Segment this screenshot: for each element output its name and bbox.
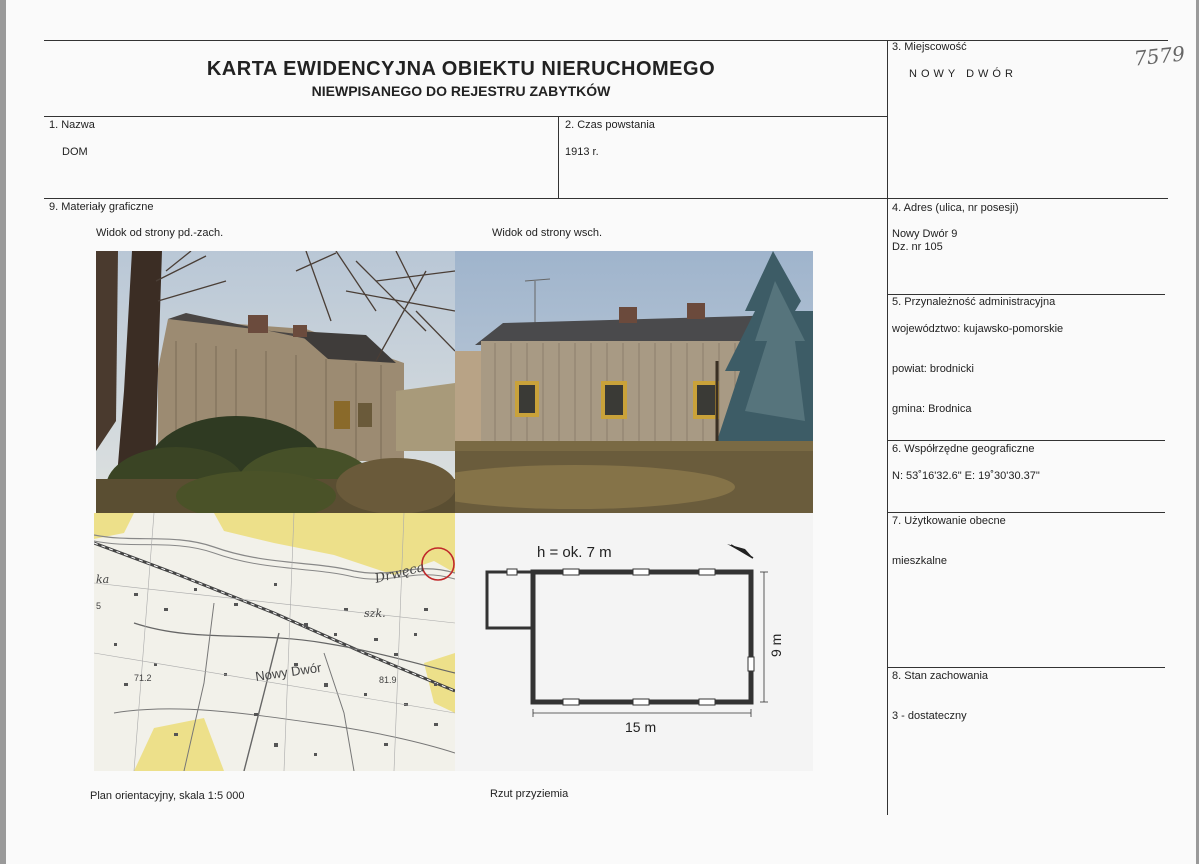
rule-right-column (887, 40, 888, 815)
card-title: KARTA EWIDENCYJNA OBIEKTU NIERUCHOMEGO (206, 58, 716, 80)
coords-label: 6. Współrzędne geograficzne (892, 443, 1035, 455)
record-card (6, 0, 1196, 864)
admin-label: 5. Przynależność administracyjna (892, 296, 1056, 308)
caption-map: Plan orientacyjny, skala 1:5 000 (90, 790, 245, 802)
rule-name-date-divider (558, 116, 559, 198)
condition-value: 3 - dostateczny (892, 710, 967, 722)
map-label-5: 5 (96, 601, 102, 611)
coords-value: N: 53˚16'32.6" E: 19˚30'30.37" (892, 470, 1040, 482)
map-elevation-1: 81.9 (379, 675, 397, 685)
photo-southwest-view (96, 251, 455, 513)
admin-voivodeship: województwo: kujawsko-pomorskie (892, 323, 1064, 335)
rule-top (44, 40, 1168, 41)
plan-depth-dim: 9 m (768, 633, 784, 657)
address-label: 4. Adres (ulica, nr posesji) (892, 202, 1019, 214)
address-line1: Nowy Dwór 9 (892, 228, 958, 240)
place-label: 3. Miejscowość (892, 41, 967, 53)
rule-after-use (887, 667, 1165, 668)
rule-after-coords (887, 512, 1165, 513)
use-value: mieszkalne (892, 555, 948, 567)
caption-photo-left: Widok od strony pd.-zach. (96, 227, 224, 239)
map-label-ka: ka (96, 573, 110, 586)
map-elevation-2: 71.2 (134, 673, 152, 683)
ground-floor-plan (455, 513, 813, 771)
date-value: 1913 r. (565, 146, 599, 158)
map-town-label: Nowy Dwór (254, 659, 323, 684)
caption-photo-right: Widok od strony wsch. (492, 227, 603, 239)
caption-plan: Rzut przyziemia (490, 788, 569, 800)
rule-after-admin (887, 440, 1165, 441)
plan-height-note: h = ok. 7 m (537, 544, 612, 561)
rule-after-address (887, 294, 1165, 295)
map-label-szk: szk. (364, 607, 386, 620)
condition-label: 8. Stan zachowania (892, 670, 989, 682)
name-label: 1. Nazwa (49, 119, 95, 131)
graphics-label: 9. Materiały graficzne (49, 201, 154, 213)
name-value: DOM (62, 146, 88, 158)
admin-county: powiat: brodnicki (892, 363, 974, 375)
plan-width-dim: 15 m (625, 719, 657, 735)
date-label: 2. Czas powstania (565, 119, 655, 131)
handwritten-number: 7579 (1132, 41, 1187, 71)
rule-row2-bottom (44, 198, 1168, 199)
place-value: NOWY DWÓR (909, 68, 1017, 80)
orientation-map (94, 513, 455, 771)
address-line2: Dz. nr 105 (892, 241, 943, 253)
card-subtitle: NIEWPISANEGO DO REJESTRU ZABYTKÓW (311, 83, 611, 99)
map-river-label: Drwęca (373, 560, 426, 587)
photo-east-view (455, 251, 813, 513)
admin-commune: gmina: Brodnica (892, 403, 972, 415)
use-label: 7. Użytkowanie obecne (892, 515, 1006, 527)
rule-header-bottom (44, 116, 888, 117)
